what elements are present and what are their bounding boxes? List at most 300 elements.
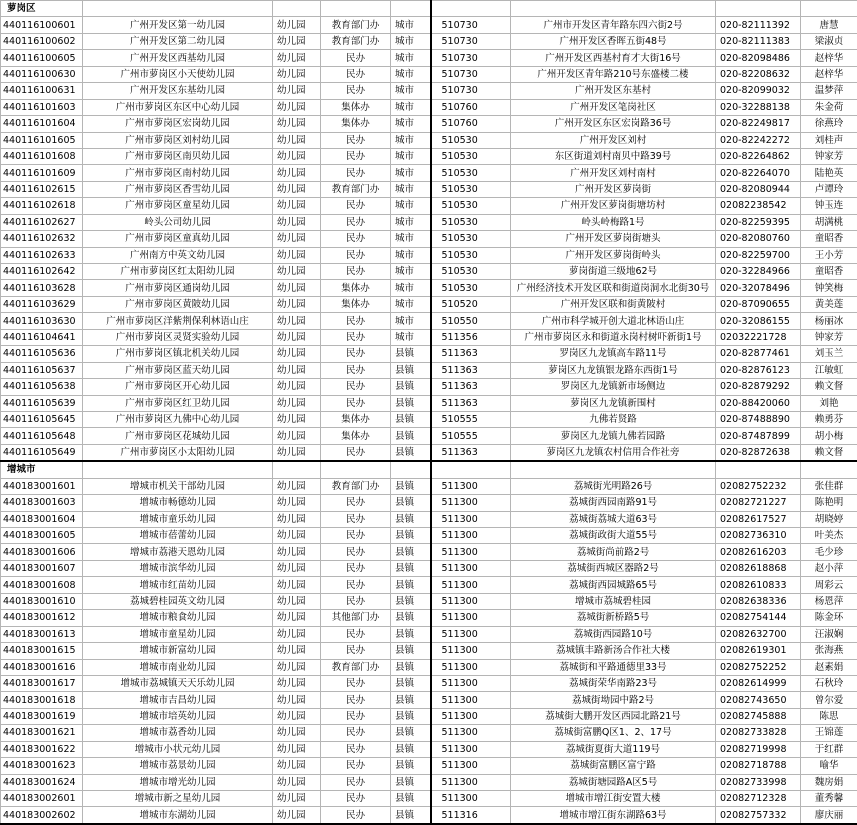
school-name: 广州开发区东基幼儿园 — [83, 83, 273, 99]
phone: 02032221728 — [716, 329, 801, 345]
address: 荔城街富鹏区富宁路 — [511, 758, 716, 774]
school-type: 幼儿园 — [273, 791, 321, 807]
school-type: 幼儿园 — [273, 50, 321, 66]
school-name: 广州市萝岗区小太阳幼儿园 — [83, 444, 273, 461]
phone: 02082733828 — [716, 725, 801, 741]
address: 萝岗区九龙镇新围村 — [511, 395, 716, 411]
phone: 02082712328 — [716, 791, 801, 807]
table-row — [1, 725, 857, 741]
principal: 赵梓华 — [801, 50, 857, 66]
school-type: 幼儿园 — [273, 99, 321, 115]
school-code: 440116100602 — [1, 33, 83, 49]
school-type: 幼儿园 — [273, 593, 321, 609]
phone: 020-32284966 — [716, 264, 801, 280]
postal-code: 510530 — [431, 148, 511, 164]
school-code: 440116105645 — [1, 411, 83, 427]
principal: 魏房娟 — [801, 774, 857, 790]
postal-code: 511300 — [431, 675, 511, 691]
phone: 020-82259700 — [716, 247, 801, 263]
school-name: 增城市南业幼儿园 — [83, 659, 273, 675]
school-name: 增城市畅德幼儿园 — [83, 495, 273, 511]
empty-cell — [273, 461, 321, 478]
phone: 02082238542 — [716, 198, 801, 214]
school-name: 广州市萝岗区南贝幼儿园 — [83, 148, 273, 164]
operator-type: 民办 — [321, 528, 391, 544]
school-name: 广州市萝岗区镇北机关幼儿园 — [83, 346, 273, 362]
area-type: 县镇 — [391, 495, 431, 511]
postal-code: 510530 — [431, 264, 511, 280]
phone: 02082617527 — [716, 511, 801, 527]
area-type: 县镇 — [391, 626, 431, 642]
phone: 020-82111383 — [716, 33, 801, 49]
address: 荔城街富鹏Q区1、2、17号 — [511, 725, 716, 741]
postal-code: 510555 — [431, 411, 511, 427]
operator-type: 民办 — [321, 231, 391, 247]
school-type: 幼儿园 — [273, 165, 321, 181]
school-name: 增城市增光幼儿园 — [83, 774, 273, 790]
school-code: 440183001601 — [1, 478, 83, 494]
school-type: 幼儿园 — [273, 296, 321, 312]
area-type: 县镇 — [391, 346, 431, 362]
principal: 赵素娟 — [801, 659, 857, 675]
area-type: 城市 — [391, 132, 431, 148]
address: 荔城镇丰路新汤合作社大楼 — [511, 643, 716, 659]
phone: 020-32288138 — [716, 99, 801, 115]
principal: 赖文督 — [801, 444, 857, 461]
area-type: 城市 — [391, 264, 431, 280]
table-row — [1, 544, 857, 560]
school-name: 荔城碧桂园英文幼儿园 — [83, 593, 273, 609]
operator-type: 民办 — [321, 593, 391, 609]
principal: 赵梓华 — [801, 66, 857, 82]
phone: 02082757332 — [716, 807, 801, 824]
school-name: 广州市萝岗区九佛中心幼儿园 — [83, 411, 273, 427]
postal-code: 511363 — [431, 362, 511, 378]
school-type: 幼儿园 — [273, 198, 321, 214]
school-type: 幼儿园 — [273, 346, 321, 362]
school-name: 增城市新富幼儿园 — [83, 643, 273, 659]
school-type: 幼儿园 — [273, 411, 321, 427]
phone: 02082752232 — [716, 478, 801, 494]
postal-code: 511363 — [431, 395, 511, 411]
table-row — [1, 411, 857, 427]
school-name: 广州市萝岗区童真幼儿园 — [83, 231, 273, 247]
postal-code: 511363 — [431, 346, 511, 362]
school-code: 440116100601 — [1, 17, 83, 33]
phone: 020-32078496 — [716, 280, 801, 296]
empty-cell — [511, 461, 716, 478]
school-type: 幼儿园 — [273, 280, 321, 296]
principal: 陈艳明 — [801, 495, 857, 511]
operator-type: 民办 — [321, 247, 391, 263]
table-row — [1, 231, 857, 247]
phone: 020-87487899 — [716, 428, 801, 444]
principal: 黄美莲 — [801, 296, 857, 312]
school-name: 广州市萝岗区黄陂幼儿园 — [83, 296, 273, 312]
postal-code: 510760 — [431, 116, 511, 132]
principal: 胡小梅 — [801, 428, 857, 444]
phone: 02082745888 — [716, 708, 801, 724]
school-name: 增城市东湖幼儿园 — [83, 807, 273, 824]
operator-type: 民办 — [321, 362, 391, 378]
address: 荔城街和平路通德里33号 — [511, 659, 716, 675]
address: 罗岗区九龙镇高车路11号 — [511, 346, 716, 362]
principal: 赖文督 — [801, 379, 857, 395]
address: 罗岗区九龙镇新市场侧边 — [511, 379, 716, 395]
school-code: 440116105638 — [1, 379, 83, 395]
school-type: 幼儿园 — [273, 231, 321, 247]
table-row — [1, 758, 857, 774]
operator-type: 民办 — [321, 148, 391, 164]
school-type: 幼儿园 — [273, 116, 321, 132]
school-code: 440116103629 — [1, 296, 83, 312]
school-code: 440183001610 — [1, 593, 83, 609]
school-type: 幼儿园 — [273, 181, 321, 197]
school-type: 幼儿园 — [273, 362, 321, 378]
phone: 02082638336 — [716, 593, 801, 609]
table-row — [1, 626, 857, 642]
address: 荔城街西园路10号 — [511, 626, 716, 642]
school-code: 440116105636 — [1, 346, 83, 362]
table-row — [1, 346, 857, 362]
school-type: 幼儿园 — [273, 264, 321, 280]
address: 广州经济技术开发区联和街道岗洞水北街30号 — [511, 280, 716, 296]
school-code: 440183001618 — [1, 692, 83, 708]
table-row — [1, 247, 857, 263]
area-type: 县镇 — [391, 659, 431, 675]
phone: 02082721227 — [716, 495, 801, 511]
school-name: 增城市荔港天恩幼儿园 — [83, 544, 273, 560]
school-name: 增城市荔香幼儿园 — [83, 725, 273, 741]
phone: 02082754144 — [716, 610, 801, 626]
school-name: 广州市萝岗区红太阳幼儿园 — [83, 264, 273, 280]
table-row — [1, 379, 857, 395]
operator-type: 民办 — [321, 214, 391, 230]
school-code: 440183001612 — [1, 610, 83, 626]
postal-code: 511300 — [431, 593, 511, 609]
table-row — [1, 83, 857, 99]
area-type: 城市 — [391, 247, 431, 263]
operator-type: 民办 — [321, 379, 391, 395]
operator-type: 教育部门办 — [321, 659, 391, 675]
phone: 020-87488890 — [716, 411, 801, 427]
school-name: 增城市童乐幼儿园 — [83, 511, 273, 527]
area-type: 城市 — [391, 99, 431, 115]
phone: 020-82099032 — [716, 83, 801, 99]
phone: 020-82208632 — [716, 66, 801, 82]
school-name: 广州市萝岗区蓝天幼儿园 — [83, 362, 273, 378]
table-row — [1, 264, 857, 280]
address: 广州开发区青年路210号东盛楼二楼 — [511, 66, 716, 82]
phone: 02082718788 — [716, 758, 801, 774]
school-type: 幼儿园 — [273, 379, 321, 395]
address: 广州开发区萝岗街塘坊村 — [511, 198, 716, 214]
area-type: 城市 — [391, 165, 431, 181]
school-name: 广州市萝岗区南村幼儿园 — [83, 165, 273, 181]
section-header — [1, 461, 857, 478]
table-row — [1, 791, 857, 807]
area-type: 县镇 — [391, 411, 431, 427]
school-code: 440183001616 — [1, 659, 83, 675]
school-type: 幼儿园 — [273, 83, 321, 99]
operator-type: 教育部门办 — [321, 478, 391, 494]
table-row — [1, 444, 857, 461]
principal: 杨恩萍 — [801, 593, 857, 609]
school-code: 440116101609 — [1, 165, 83, 181]
school-type: 幼儿园 — [273, 33, 321, 49]
school-name: 广州南方中英文幼儿园 — [83, 247, 273, 263]
principal: 喻华 — [801, 758, 857, 774]
postal-code: 510530 — [431, 247, 511, 263]
operator-type: 集体办 — [321, 411, 391, 427]
address: 荔城街夏街大道119号 — [511, 741, 716, 757]
operator-type: 集体办 — [321, 428, 391, 444]
address: 荔城街西园城路65号 — [511, 577, 716, 593]
school-type: 幼儿园 — [273, 610, 321, 626]
phone: 020-82259395 — [716, 214, 801, 230]
operator-type: 集体办 — [321, 280, 391, 296]
area-type: 县镇 — [391, 379, 431, 395]
table-row — [1, 610, 857, 626]
school-code: 440183001604 — [1, 511, 83, 527]
postal-code: 511300 — [431, 544, 511, 560]
school-type: 幼儿园 — [273, 313, 321, 329]
table-row — [1, 116, 857, 132]
principal: 钟家芳 — [801, 329, 857, 345]
phone: 020-82098486 — [716, 50, 801, 66]
operator-type: 民办 — [321, 544, 391, 560]
area-type: 县镇 — [391, 758, 431, 774]
section-title: 增城市 — [1, 461, 83, 478]
principal: 董秀馨 — [801, 791, 857, 807]
school-name: 广州市萝岗区花城幼儿园 — [83, 428, 273, 444]
school-code: 440116101603 — [1, 99, 83, 115]
school-type: 幼儿园 — [273, 807, 321, 824]
school-code: 440183001613 — [1, 626, 83, 642]
table-row — [1, 428, 857, 444]
phone: 020-82249817 — [716, 116, 801, 132]
area-type: 县镇 — [391, 428, 431, 444]
area-type: 城市 — [391, 296, 431, 312]
address: 岭头岭梅路1号 — [511, 214, 716, 230]
phone: 020-82879292 — [716, 379, 801, 395]
address: 广州开发区联和街黄陂村 — [511, 296, 716, 312]
address: 广州开发区西基村育才大街16号 — [511, 50, 716, 66]
phone: 020-82877461 — [716, 346, 801, 362]
school-type: 幼儿园 — [273, 577, 321, 593]
school-code: 440116101604 — [1, 116, 83, 132]
area-type: 县镇 — [391, 675, 431, 691]
principal: 汪淑娴 — [801, 626, 857, 642]
table-row — [1, 478, 857, 494]
postal-code: 510530 — [431, 198, 511, 214]
table-row — [1, 643, 857, 659]
operator-type: 民办 — [321, 50, 391, 66]
school-type: 幼儿园 — [273, 758, 321, 774]
address: 增城市荔城碧桂园 — [511, 593, 716, 609]
operator-type: 民办 — [321, 132, 391, 148]
table-row — [1, 198, 857, 214]
table-row — [1, 99, 857, 115]
school-name: 增城市机关干部幼儿园 — [83, 478, 273, 494]
address: 荔城街政街大道55号 — [511, 528, 716, 544]
area-type: 县镇 — [391, 725, 431, 741]
school-name: 广州市萝岗区洋紫荆保利林语山庄 — [83, 313, 273, 329]
operator-type: 民办 — [321, 66, 391, 82]
address: 广州开发区香晖五街48号 — [511, 33, 716, 49]
school-code: 440116101605 — [1, 132, 83, 148]
school-code: 440116105648 — [1, 428, 83, 444]
table-row — [1, 296, 857, 312]
phone: 020-82080944 — [716, 181, 801, 197]
phone: 02082736310 — [716, 528, 801, 544]
table-row — [1, 528, 857, 544]
area-type: 城市 — [391, 17, 431, 33]
empty-cell — [83, 461, 273, 478]
empty-cell — [716, 461, 801, 478]
empty-cell — [321, 461, 391, 478]
address: 广州开发区萝岗街塘头 — [511, 231, 716, 247]
principal: 童昭香 — [801, 264, 857, 280]
postal-code: 510730 — [431, 17, 511, 33]
operator-type: 民办 — [321, 708, 391, 724]
school-code: 440116103628 — [1, 280, 83, 296]
postal-code: 511363 — [431, 379, 511, 395]
school-type: 幼儿园 — [273, 560, 321, 576]
address: 九佛若贤路 — [511, 411, 716, 427]
school-code: 440116100605 — [1, 50, 83, 66]
table-row — [1, 708, 857, 724]
table-row — [1, 362, 857, 378]
school-type: 幼儿园 — [273, 66, 321, 82]
postal-code: 510730 — [431, 66, 511, 82]
table-row — [1, 17, 857, 33]
phone: 020-32086155 — [716, 313, 801, 329]
operator-type: 民办 — [321, 165, 391, 181]
address: 广州开发区刘村南村 — [511, 165, 716, 181]
school-name: 广州开发区第一幼儿园 — [83, 17, 273, 33]
school-type: 幼儿园 — [273, 132, 321, 148]
operator-type: 教育部门办 — [321, 33, 391, 49]
school-name: 广州市萝岗区小天使幼儿园 — [83, 66, 273, 82]
address: 广州市萝岗区永和街道永岗村树吓新街1号 — [511, 329, 716, 345]
address: 荔城街西城区器路2号 — [511, 560, 716, 576]
address: 萝岗区九龙镇农村信用合作社旁 — [511, 444, 716, 461]
address: 荔城街大鹏开发区西园北路21号 — [511, 708, 716, 724]
phone: 02082619301 — [716, 643, 801, 659]
school-code: 440116102632 — [1, 231, 83, 247]
postal-code: 510520 — [431, 296, 511, 312]
postal-code: 511300 — [431, 577, 511, 593]
area-type: 城市 — [391, 50, 431, 66]
school-code: 440183001605 — [1, 528, 83, 544]
address: 广州市开发区青年路东四六街2号 — [511, 17, 716, 33]
school-name: 广州开发区西基幼儿园 — [83, 50, 273, 66]
school-code: 440183001622 — [1, 741, 83, 757]
address: 广州开发区萝岗街 — [511, 181, 716, 197]
postal-code: 511356 — [431, 329, 511, 345]
school-code: 440116104641 — [1, 329, 83, 345]
postal-code: 510530 — [431, 165, 511, 181]
table-row — [1, 148, 857, 164]
school-name: 广州市萝岗区红卫幼儿园 — [83, 395, 273, 411]
empty-cell — [273, 1, 321, 17]
school-code: 440183001623 — [1, 758, 83, 774]
postal-code: 511300 — [431, 708, 511, 724]
operator-type: 民办 — [321, 725, 391, 741]
school-name: 增城市新之星幼儿园 — [83, 791, 273, 807]
area-type: 县镇 — [391, 362, 431, 378]
operator-type: 民办 — [321, 495, 391, 511]
address: 东区街道刘村南贝中路39号 — [511, 148, 716, 164]
address: 荔城街光明路26号 — [511, 478, 716, 494]
principal: 赵小萍 — [801, 560, 857, 576]
address: 广州开发区笔岗社区 — [511, 99, 716, 115]
school-type: 幼儿园 — [273, 247, 321, 263]
area-type: 城市 — [391, 280, 431, 296]
principal: 陈金环 — [801, 610, 857, 626]
operator-type: 民办 — [321, 511, 391, 527]
school-code: 440183001621 — [1, 725, 83, 741]
postal-code: 511300 — [431, 725, 511, 741]
area-type: 城市 — [391, 33, 431, 49]
principal: 钟笑梅 — [801, 280, 857, 296]
school-code: 440116102618 — [1, 198, 83, 214]
postal-code: 510730 — [431, 83, 511, 99]
operator-type: 民办 — [321, 774, 391, 790]
postal-code: 511300 — [431, 495, 511, 511]
phone: 02082743650 — [716, 692, 801, 708]
section-title: 萝岗区 — [1, 1, 83, 17]
principal: 刘桂声 — [801, 132, 857, 148]
area-type: 县镇 — [391, 708, 431, 724]
school-name: 广州市萝岗区灵贤实验幼儿园 — [83, 329, 273, 345]
school-name: 增城市荔景幼儿园 — [83, 758, 273, 774]
school-code: 440183001608 — [1, 577, 83, 593]
table-row — [1, 181, 857, 197]
postal-code: 511300 — [431, 528, 511, 544]
table-row — [1, 313, 857, 329]
school-code: 440183001624 — [1, 774, 83, 790]
principal: 江敏虹 — [801, 362, 857, 378]
operator-type: 集体办 — [321, 116, 391, 132]
address: 荔城街塘园路A区5号 — [511, 774, 716, 790]
table-row — [1, 659, 857, 675]
phone: 020-82264070 — [716, 165, 801, 181]
school-code: 440116102642 — [1, 264, 83, 280]
table-row — [1, 692, 857, 708]
area-type: 县镇 — [391, 395, 431, 411]
operator-type: 集体办 — [321, 99, 391, 115]
school-type: 幼儿园 — [273, 741, 321, 757]
postal-code: 510730 — [431, 50, 511, 66]
postal-code: 511300 — [431, 610, 511, 626]
empty-cell — [321, 1, 391, 17]
phone: 02082632700 — [716, 626, 801, 642]
postal-code: 511316 — [431, 807, 511, 824]
phone: 02082752252 — [716, 659, 801, 675]
operator-type: 民办 — [321, 346, 391, 362]
principal: 刘玉兰 — [801, 346, 857, 362]
principal: 石秋玲 — [801, 675, 857, 691]
phone: 02082618868 — [716, 560, 801, 576]
empty-cell — [83, 1, 273, 17]
school-code: 440183001619 — [1, 708, 83, 724]
table-row — [1, 66, 857, 82]
school-code: 440116102627 — [1, 214, 83, 230]
postal-code: 511300 — [431, 774, 511, 790]
address: 荔城街西园南路91号 — [511, 495, 716, 511]
